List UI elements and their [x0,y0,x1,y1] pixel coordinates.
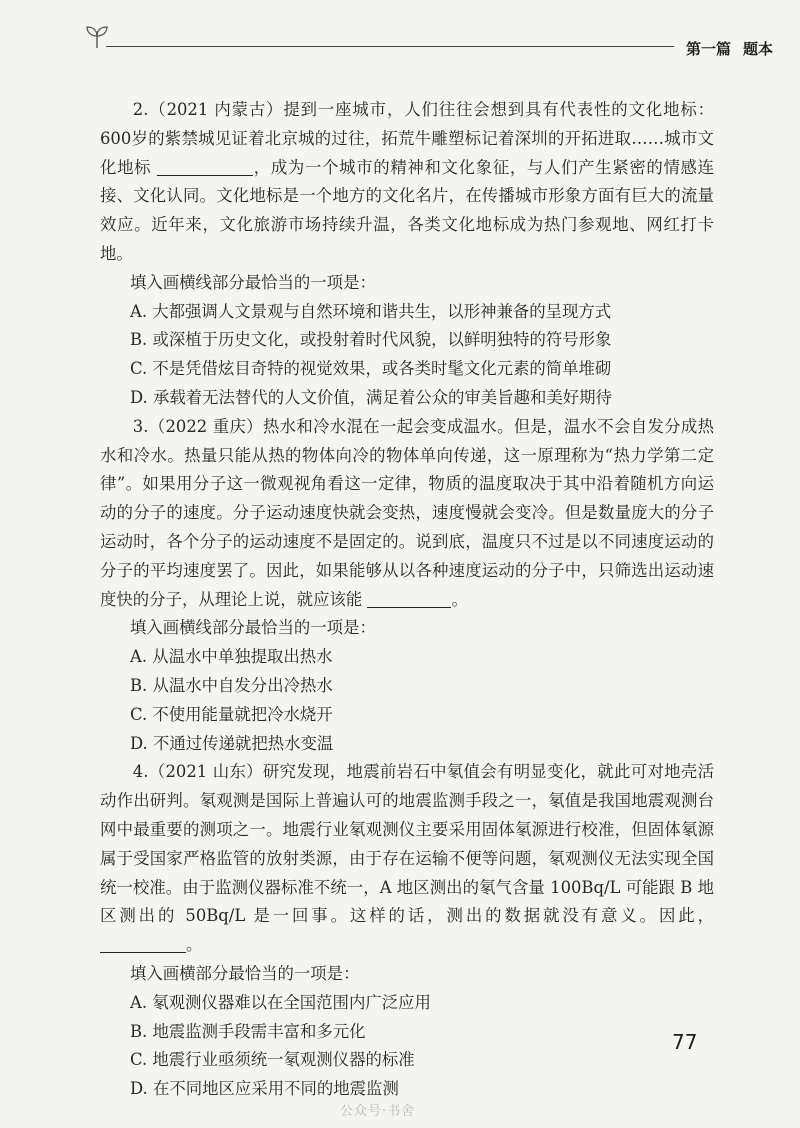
option-a: A. 从温水中单独提取出热水 [130,647,333,667]
question-passage: 3.（2022 重庆）热水和冷水混在一起会变成温水。但是，温水不会自发分成热水和冷水。热量只能从热的物体向冷的物体单向传递，这一原理称为“热力学第二定律”。如果用分子这一微观视角看这一定律，物质的温度取决于其中沿着随机方向运动的分子的速度。分子运动速度快就会变热，速度慢就会变冷。但是数量庞大的分子运动时，各个分子的运动速度不是固定的。说到底，温度只不过是以不同速度运动的分子的平均速度罢了。因此，如果能够从以各种速度运动的分子中，只筛选出运动速度快的分子，从理论上说，就应该能 。 [100,416,715,609]
watermark: 公众号·书舍 [340,1104,416,1119]
question-passage: 2.（2021 内蒙古）提到一座城市，人们往往会想到具有代表性的文化地标：600岁的紫禁城见证着北京城的过往，拓荒牛雕塑标记着深圳的开拓进取……城市文化地标 ，成为一个城市的精神和文化象征，与人们产生紧密的情感连接、文化认同。文化地标是一个地方的文化名片，在传播城市形象方面有巨大的流量效应。近年来，文化旅游市场持续升温，各类文化地标成为热门参观地、网红打卡地。 [100,100,714,263]
option-d: D. 不通过传递就把热水变温 [130,733,334,753]
question-4 [100,758,714,1104]
question-number: 4.（2021 山东） [132,762,263,782]
option-b: B. 从温水中自发分出冷热水 [130,675,333,695]
option-a: A. 大都强调人文景观与自然环境和谐共生，以形神兼备的呈现方式 [130,301,612,321]
option-c: C. 不使用能量就把冷水烧开 [130,704,333,724]
option-d: D. 在不同地区应采用不同的地震监测 [130,1079,399,1099]
question-stem: 填入画横线部分最恰当的一项是： [130,272,376,292]
header-rule [106,46,674,47]
answer-blank [157,157,253,176]
question-passage: 4.（2021 山东）研究发现，地震前岩石中氡值会有明显变化，就此可对地壳活动作出研判。氡观测是国际上普遍认可的地震监测手段之一，氡值是我国地震观测台网中最重要的测项之一。地震行业氡观测仪主要采用固体氡源进行校准，但固体氡源属于受国家严格监管的放射类源，由于存在运输不便等问题，氡观测仪无法实现全国统一校准。由于监测仪器标准不统一，A 地区测出的氡气含量 100Bq/L 可能跟 B 地区测出的 50Bq/L 是一回事。这样的话，测出的数据就没有意义。因此，。 [100,762,715,955]
option-b: B. 地震监测手段需丰富和多元化 [130,1021,366,1041]
header-section: 第一篇 [686,40,732,58]
option-c: C. 地震行业亟须统一氡观测仪器的标准 [130,1050,415,1070]
question-number: 3.（2022 重庆） [132,416,263,436]
page-number: 77 [672,1030,698,1054]
answer-blank [100,934,186,953]
question-stem: 填入画横线部分最恰当的一项是： [130,618,376,638]
running-header [84,20,774,66]
header-title [686,38,773,59]
question-2 [100,96,714,413]
question-number: 2.（2021 内蒙古） [132,100,284,119]
option-b: B. 或深植于历史文化，或投射着时代风貌，以鲜明独特的符号形象 [130,330,612,350]
question-stem: 填入画横部分最恰当的一项是： [130,963,360,983]
answer-blank [367,589,451,608]
option-a: A. 氡观测仪器难以在全国范围内广泛应用 [130,992,431,1012]
question-3 [100,413,714,759]
header-subsection: 题本 [743,40,774,58]
page-content [100,96,714,1104]
option-c: C. 不是凭借炫目奇特的视觉效果，或各类时髦文化元素的简单堆砌 [130,359,612,379]
option-d: D. 承载着无法替代的人文价值，满足着公众的审美旨趣和美好期待 [130,387,612,407]
